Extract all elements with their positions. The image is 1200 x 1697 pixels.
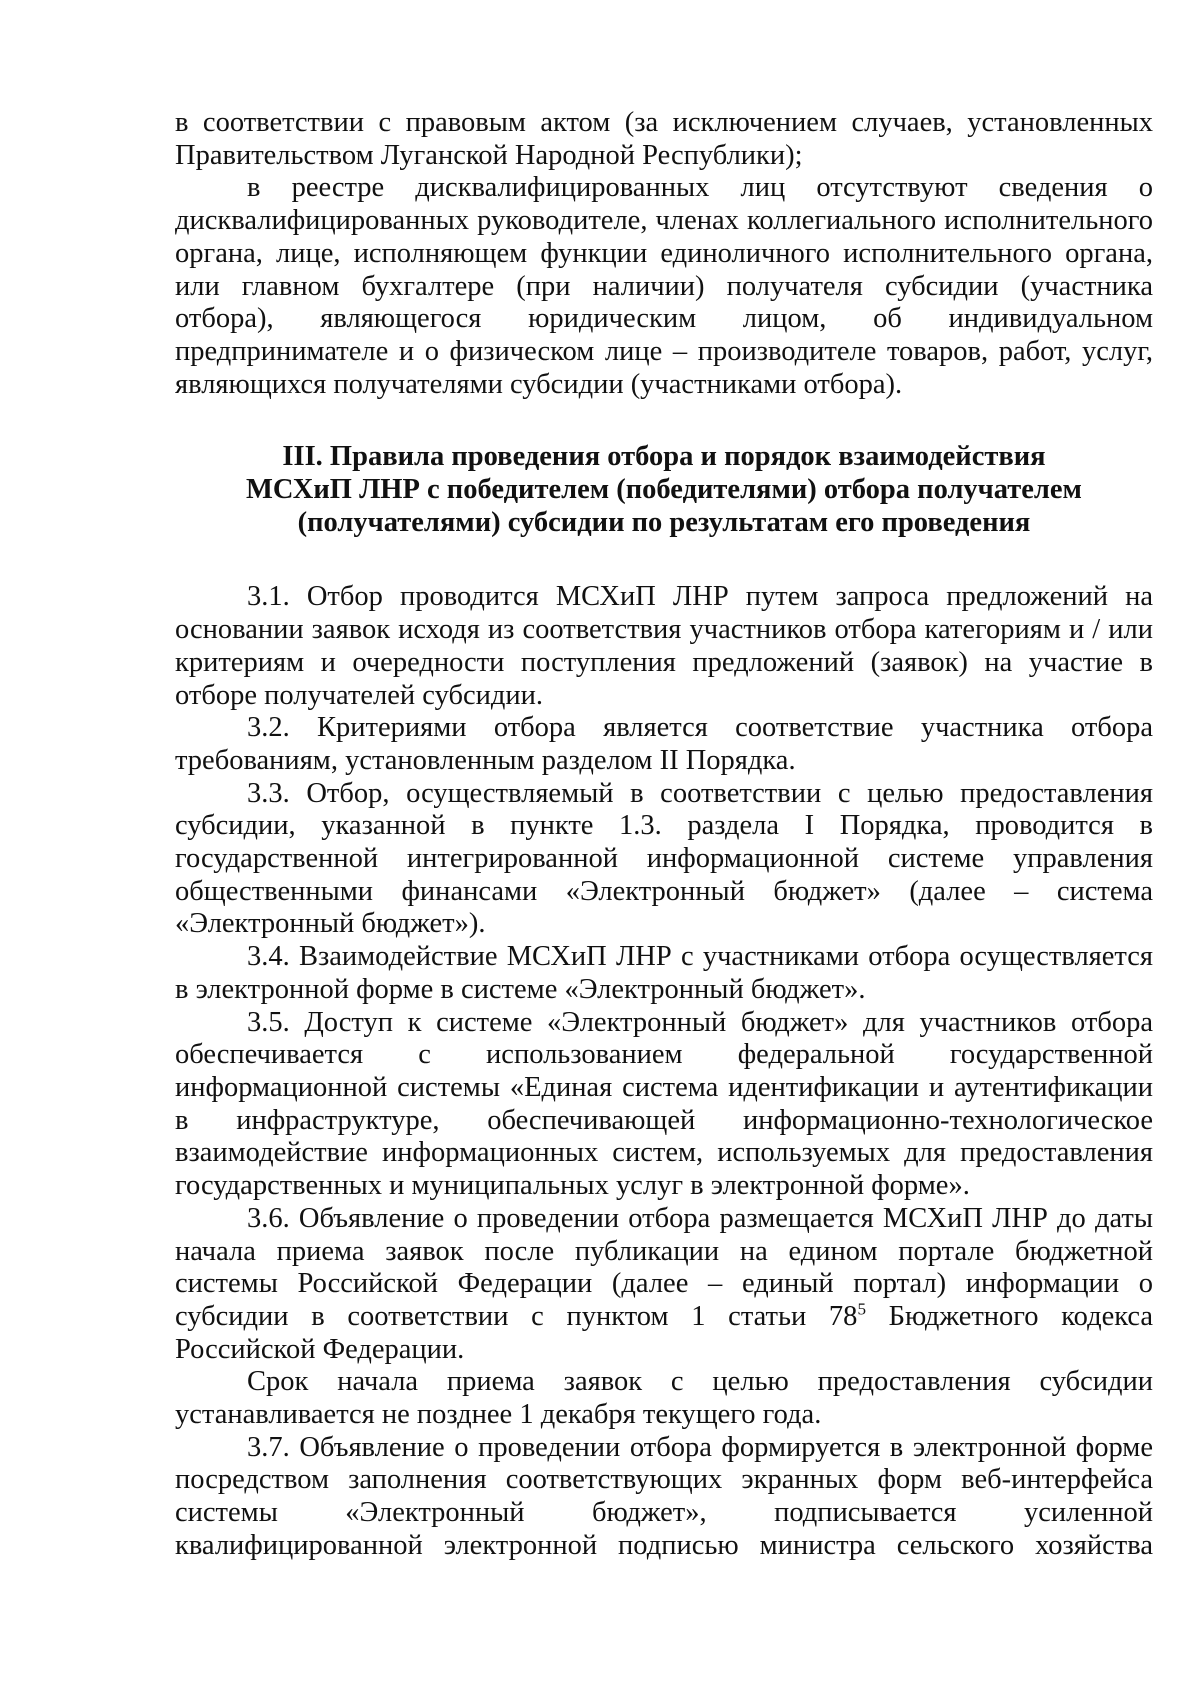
paragraph-3-6-text-end: Бюджетного кодекса Российской Федерации. (175, 1300, 1154, 1365)
paragraph-3-6-text: 3.6. Объявление о проведении отбора размещается МСХиП ЛНР до даты начала приема заявок после публикации на едином портале бюджетной системы Российской Федерации (далее – единый портал) информации о субсидии в соответствии с пунктом 1 статьи 78 (175, 1202, 1153, 1332)
paragraph-3-2: 3.2. Критериями отбора является соответствие участника отбора требованиям, установленным разделом II Порядка. (175, 712, 1153, 776)
paragraph-3-6-superscript: 5 (857, 1299, 866, 1319)
paragraph-3-7: 3.7. Объявление о проведении отбора формируется в электронной форме посредством заполнения соответствующих экранных форм веб-интерфейса системы «Электронный бюджет», подписывается усиленной квалифицированной электронной подписью министра сельского хозяйства (175, 1431, 1153, 1561)
paragraph-3-6-b: Срок начала приема заявок с целью предоставления субсидии устанавливается не позднее 1 декабря текущего года. (175, 1366, 1153, 1431)
section-3-heading-line-2: МСХиП ЛНР с победителем (победителями) отбора получателем (246, 474, 1082, 506)
section-3-heading-line-1: III. Правила проведения отбора и порядок взаимодействия (282, 441, 1046, 473)
paragraph-3-4: 3.4. Взаимодействие МСХиП ЛНР с участниками отбора осуществляется в электронной форме в системе «Электронный бюджет». (175, 941, 1153, 1005)
paragraph-3-1: 3.1. Отбор проводится МСХиП ЛНР путем запроса предложений на основании заявок исходя из соответствия участников отбора категориям и / или критериям и очередности поступления предложений (заявок) на участие в отборе получателей субсидии. (175, 581, 1153, 711)
paragraph-3-6 (175, 1203, 1153, 1367)
paragraph-3-5: 3.5. Доступ к системе «Электронный бюджет» для участников отбора обеспечивается с использованием федеральной государственной информационной системы «Единая система идентификации и аутентификации в инфраструктуре, обеспечивающей информационно-технологическое взаимодействие информационных систем, используемых для предоставления государственных и муниципальных услуг в электронной форме». (175, 1006, 1153, 1202)
paragraph-3-3: 3.3. Отбор, осуществляемый в соответствии с целью предоставления субсидии, указанной в пункте 1.3. раздела I Порядка, проводится в государственной интегрированной информационной системе управления общественными финансами «Электронный бюджет» (далее – система «Электронный бюджет»). (175, 777, 1153, 940)
section-3-body (175, 581, 1153, 1562)
intro-paragraph-1: в соответствии с правовым актом (за исключением случаев, установленных Правительством Луганской Народной Республики); (175, 107, 1153, 171)
section-3-heading (175, 441, 1153, 539)
section-3-heading-line-3: (получателями) субсидии по результатам его проведения (297, 506, 1031, 538)
intro-paragraph-2: в реестре дисквалифицированных лиц отсутствуют сведения о дисквалифицированных руководителе, членах коллегиального исполнительного органа, лице, исполняющем функции единоличного исполнительного органа, или главном бухгалтере (при наличии) получателя субсидии (участника отбора), являющегося юридическим лицом, об индивидуальном предпринимателе и о физическом лице – производителе товаров, работ, услуг, являющихся получателями субсидии (участниками отбора). (175, 172, 1153, 400)
document-page (175, 107, 1153, 1563)
